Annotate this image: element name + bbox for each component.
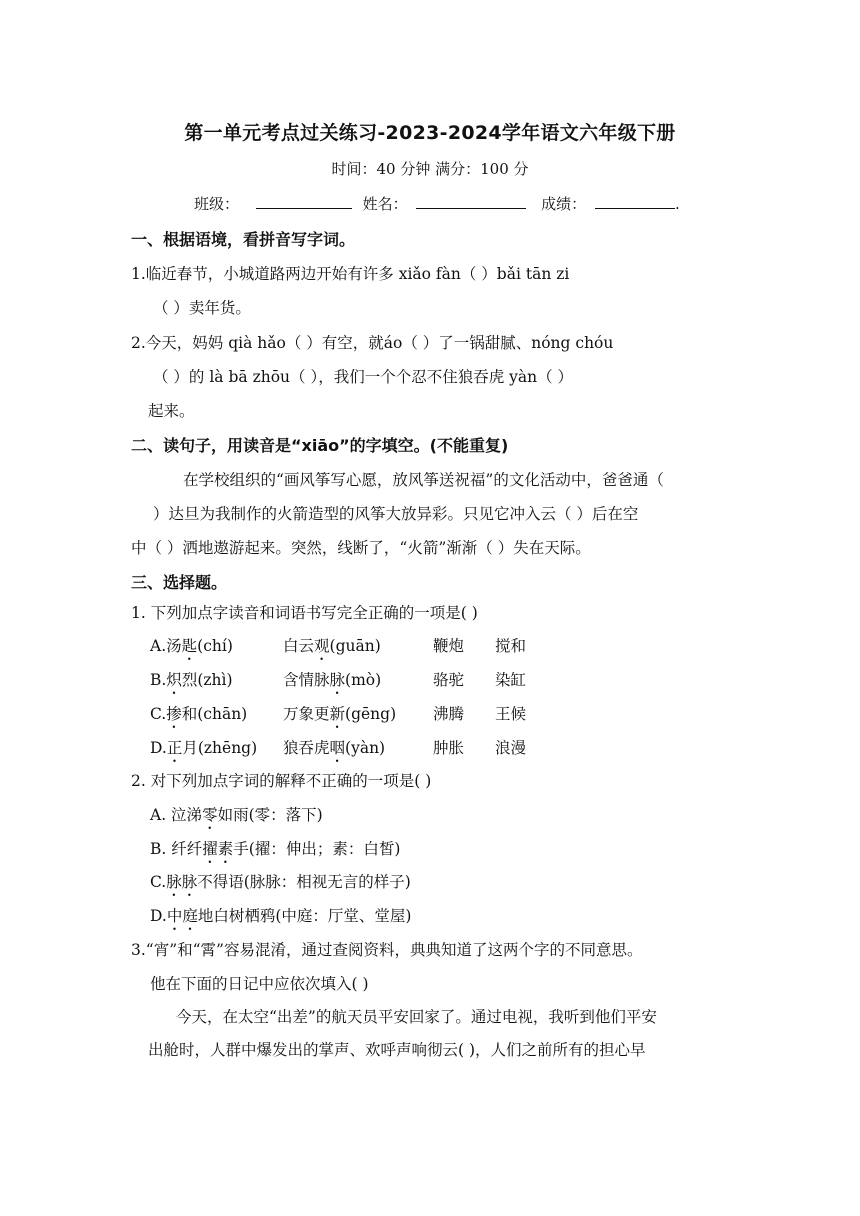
q1-option-term-2: 万象更新(gēng): [283, 705, 397, 723]
emphasized-char: 零: [202, 806, 218, 824]
q1-option-term-3: 骆驼: [433, 671, 465, 689]
emphasized-char: 正: [166, 739, 183, 757]
q1-option-term-3: 沸腾: [433, 705, 465, 723]
emphasized-char: 擢素: [202, 840, 234, 858]
s2-line2: ）达旦为我制作的火箭造型的风筝大放异彩。只见它冲入云（ ）后在空: [153, 505, 639, 523]
emphasized-char: 观: [314, 637, 330, 655]
q2-option-a[interactable]: A. 泣涕零如雨(零：落下): [150, 806, 323, 824]
s1-q2-line3: 起来。: [148, 402, 195, 420]
emphasized-char: 脉脉: [166, 873, 198, 891]
name-label: 姓名：: [362, 195, 408, 213]
score-end-dot: .: [674, 195, 680, 213]
s2-line1: 在学校组织的“画风筝写心愿，放风筝送祝福”的文化活动中，爸爸通（: [183, 471, 664, 489]
score-field[interactable]: [595, 194, 675, 209]
section3-heading: 三、选择题。: [131, 573, 228, 592]
s3-q3-diary-line1: 今天，在太空“出差”的航天员平安回家了。通过电视，我听到他们平安: [176, 1008, 657, 1026]
q2-option-d[interactable]: D.中庭地白树栖鸦(中庭：厅堂、堂屋): [150, 907, 412, 925]
q1-option-term-4: 浪漫: [495, 739, 527, 757]
q1-option-term-2: 含情脉脉(mò): [283, 671, 382, 689]
class-field[interactable]: [256, 194, 352, 209]
s1-q1-line1: 1.临近春节，小城道路两边开始有许多 xiǎo fàn（ ）bǎi tān zi: [131, 265, 570, 283]
section1-heading: 一、根据语境，看拼音写字词。: [131, 230, 356, 249]
s3-q3-diary-line2: 出舱时，人群中爆发出的掌声、欢呼声响彻云( )，人们之前所有的担心早: [148, 1041, 646, 1059]
emphasized-char: 掺: [166, 705, 182, 723]
q1-option-term-1: A.汤匙(chí): [150, 637, 233, 655]
q1-option-term-1: C.掺和(chān): [150, 705, 248, 723]
s3-q1-stem: 1. 下列加点字读音和词语书写完全正确的一项是( ): [131, 604, 478, 622]
s2-line3: 中（ ）洒地遨游起来。突然，线断了，“火箭”渐渐（ ）失在天际。: [131, 539, 591, 557]
s1-q2-line1: 2.今天，妈妈 qià hǎo（ ）有空，就áo（ ）了一锅甜腻、nóng chóu: [131, 334, 614, 352]
q2-option-b[interactable]: B. 纤纤擢素手(擢：伸出；素：白皙): [150, 840, 401, 858]
s1-q2-line2: （ ）的 là bā zhōu（ ），我们一个个忍不住狼吞虎 yàn（ ）: [153, 368, 574, 386]
name-field[interactable]: [416, 194, 526, 209]
s3-q3-stem-line2: 他在下面的日记中应依次填入( ): [150, 975, 369, 993]
q1-option-term-1: B.炽烈(zhì): [150, 671, 233, 689]
emphasized-char: 中庭: [166, 907, 198, 925]
page-title: 第一单元考点过关练习-2023-2024学年语文六年级下册: [184, 122, 676, 144]
q1-option-term-3: 肿胀: [433, 739, 465, 757]
emphasized-char: 脉: [329, 671, 346, 689]
emphasized-char: 咽: [329, 739, 346, 757]
student-info-row: [194, 193, 680, 214]
q2-option-c[interactable]: C.脉脉不得语(脉脉：相视无言的样子): [150, 873, 411, 891]
q1-option-term-2: 白云观(guān): [283, 637, 381, 655]
q1-option-term-3: 鞭炮: [433, 637, 465, 655]
q1-option-term-4: 染缸: [495, 671, 527, 689]
q1-option-term-2: 狼吞虎咽(yàn): [283, 739, 386, 757]
time-info: 时间：40 分钟 满分：100 分: [331, 160, 529, 178]
s3-q2-stem: 2. 对下列加点字词的解释不正确的一项是( ): [131, 772, 432, 790]
score-label: 成绩：: [541, 195, 587, 213]
q1-option-term-1: D.正月(zhēng): [150, 739, 258, 757]
emphasized-char: 匙: [181, 637, 198, 655]
class-label: 班级：: [194, 195, 240, 213]
s3-q3-stem-line1: 3.“宵”和“霄”容易混淆，通过查阅资料，典典知道了这两个字的不同意思。: [131, 941, 643, 959]
s1-q1-line2: （ ）卖年货。: [153, 299, 251, 317]
emphasized-char: 炽: [166, 671, 182, 689]
section2-heading: 二、读句子，用读音是“xiāo”的字填空。(不能重复): [131, 436, 509, 455]
q1-option-term-4: 王候: [495, 705, 527, 723]
q1-option-term-4: 搅和: [495, 637, 527, 655]
emphasized-char: 新: [329, 705, 346, 723]
